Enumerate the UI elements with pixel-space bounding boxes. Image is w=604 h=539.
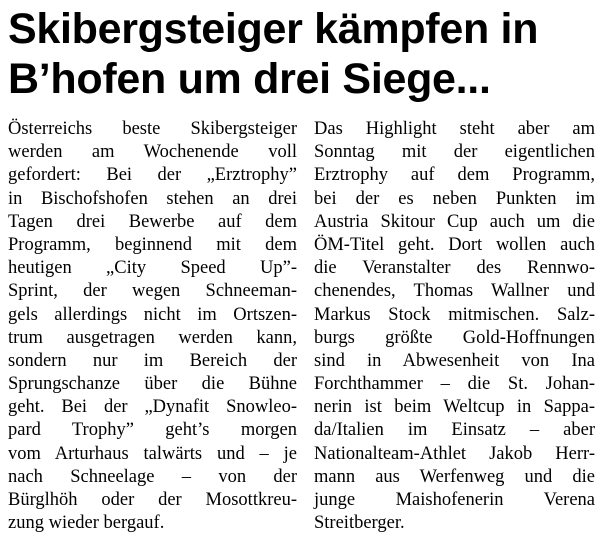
text-line: Österreichs beste Skibergsteiger	[8, 119, 297, 139]
text-line: Sprungschanze über die Bühne	[8, 374, 297, 395]
body-column-left	[8, 118, 297, 535]
text-line: nach Schneelage – von der	[8, 466, 297, 487]
text-line: Bürglhöh oder der Mosottkreu-	[8, 490, 297, 510]
text-line: mann aus Werfenweg und die	[314, 466, 595, 487]
text-line: Markus Stock mitmischen. Salz-	[314, 304, 595, 325]
text-line: Forchthammer – die St. Johan-	[314, 374, 595, 395]
text-line: junge Maishofenerin Verena	[314, 490, 595, 510]
text-line: pard Trophy” geht’s morgen	[8, 420, 297, 441]
headline-line: Skibergsteiger kämpfen in	[8, 5, 539, 53]
text-line: nerin ist beim Weltcup in Sappa-	[314, 397, 595, 418]
text-line: heutigen „City Speed Up”-	[8, 258, 297, 279]
text-line: Austria Skitour Cup auch um die	[314, 211, 595, 232]
text-line: Programm, beginnend mit dem	[8, 234, 297, 255]
text-line: die Veranstalter des Rennwo-	[314, 258, 595, 279]
text-line: geht. Bei der „Dynafit Snowleo-	[8, 397, 297, 418]
text-line: werden am Wochenende voll	[8, 142, 297, 163]
text-line: in Bischofshofen stehen an drei	[8, 188, 297, 209]
text-line: Das Highlight steht aber am	[314, 119, 595, 139]
text-line: sondern nur im Bereich der	[8, 350, 297, 371]
text-line: trum ausgetragen werden kann,	[8, 327, 297, 348]
text-line: Streitberger.	[314, 513, 405, 534]
text-line: bei der es neben Punkten im	[314, 188, 595, 209]
text-line: Tagen drei Bewerbe auf dem	[8, 211, 297, 232]
text-line: sind in Abwesenheit von Ina	[314, 350, 595, 371]
headline	[8, 4, 598, 104]
body-column-right	[314, 118, 595, 535]
text-line: ÖM-Titel geht. Dort wollen auch	[314, 234, 595, 255]
text-line: da/Italien im Einsatz – aber	[314, 420, 595, 441]
text-line: gels allerdings nicht im Ortszen-	[8, 304, 297, 325]
text-line: Nationalteam-Athlet Jakob Herr-	[314, 443, 595, 464]
headline-line: B’hofen um drei Siege...	[8, 55, 491, 103]
text-line: zung wieder bergauf.	[8, 513, 165, 534]
text-line: Erztrophy auf dem Programm,	[314, 165, 595, 186]
text-line: gefordert: Bei der „Erztrophy”	[8, 165, 297, 186]
text-line: Sprint, der wegen Schneeman-	[8, 281, 297, 302]
text-line: vom Arturhaus talwärts und – je	[8, 443, 297, 464]
text-line: chenendes, Thomas Wallner und	[314, 281, 595, 302]
text-line: burgs größte Gold-Hoffnungen	[314, 327, 595, 348]
text-line: Sonntag mit der eigentlichen	[314, 142, 595, 163]
